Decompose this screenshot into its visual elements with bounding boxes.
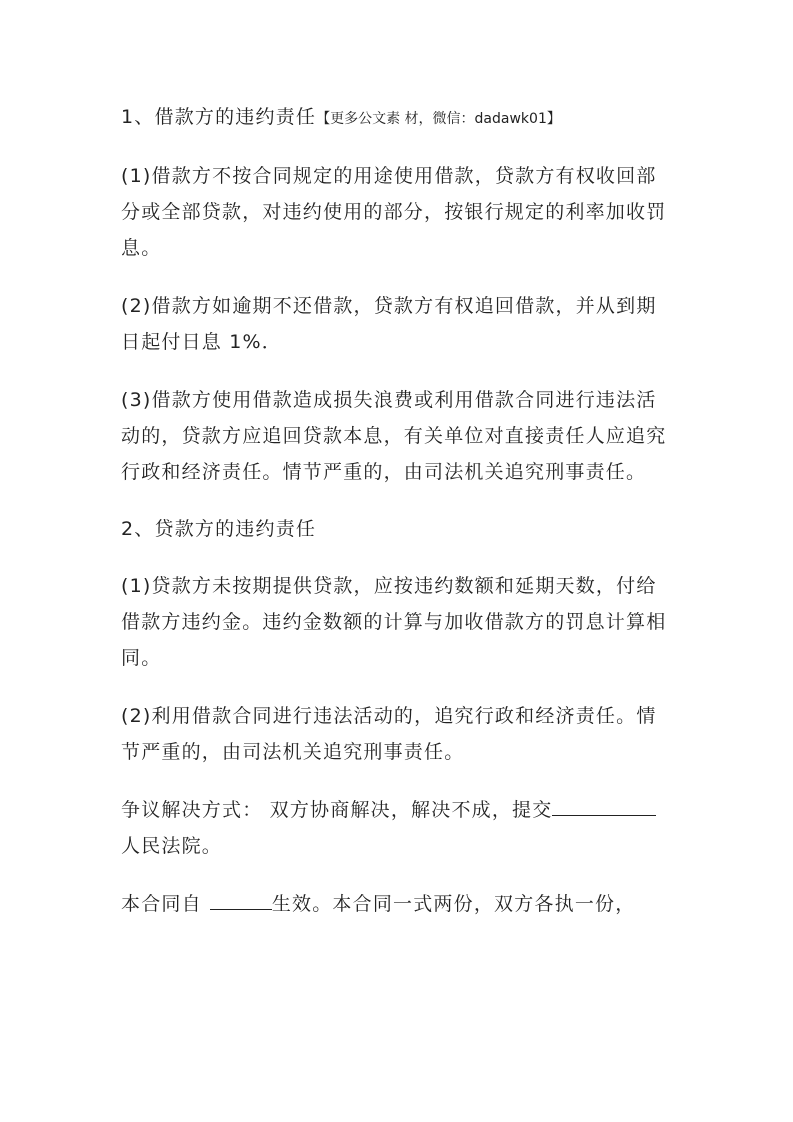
section-1-title: 1、借款方的违约责任 bbox=[121, 106, 317, 128]
court-name-blank bbox=[552, 794, 656, 816]
effective-suffix: 生效。本合同一式两份，双方各执一份， bbox=[271, 893, 636, 915]
contract-body bbox=[121, 100, 676, 944]
clause-2-1: (1)贷款方未按期提供贷款，应按违约数额和延期天数，付给借款方违约金。违约金数额的计算与加收借款方的罚息计算相同。 bbox=[121, 575, 667, 669]
effective-prefix: 本合同自 bbox=[121, 893, 202, 915]
effective-date-blank bbox=[210, 888, 272, 910]
dispute-resolution-clause bbox=[121, 792, 676, 864]
section-2-heading: 2、贷款方的违约责任 bbox=[121, 518, 317, 540]
dispute-suffix: 人民法院。 bbox=[121, 835, 223, 857]
promo-note: 【更多公文素 材，微信：dadawk01】 bbox=[316, 111, 561, 127]
dispute-text: 争议解决方式： 双方协商解决，解决不成，提交 bbox=[121, 799, 553, 821]
clause-1-3: (3)借款方使用借款造成损失浪费或利用借款合同进行违法活动的，贷款方应追回贷款本息，有关单位对直接责任人应追究行政和经济责任。情节严重的，由司法机关追究刑事责任。 bbox=[121, 389, 667, 483]
section-1-heading bbox=[121, 100, 676, 136]
clause-1-1: (1)借款方不按合同规定的用途使用借款，贷款方有权收回部分或全部贷款，对违约使用的部分，按银行规定的利率加收罚息。 bbox=[121, 165, 667, 259]
clause-1-2: (2)借款方如逾期不还借款，贷款方有权追回借款，并从到期日起付日息 1%． bbox=[121, 295, 657, 353]
effective-clause bbox=[121, 886, 676, 922]
clause-2-2: (2)利用借款合同进行违法活动的，追究行政和经济责任。情节严重的，由司法机关追究刑事责任。 bbox=[121, 705, 657, 763]
